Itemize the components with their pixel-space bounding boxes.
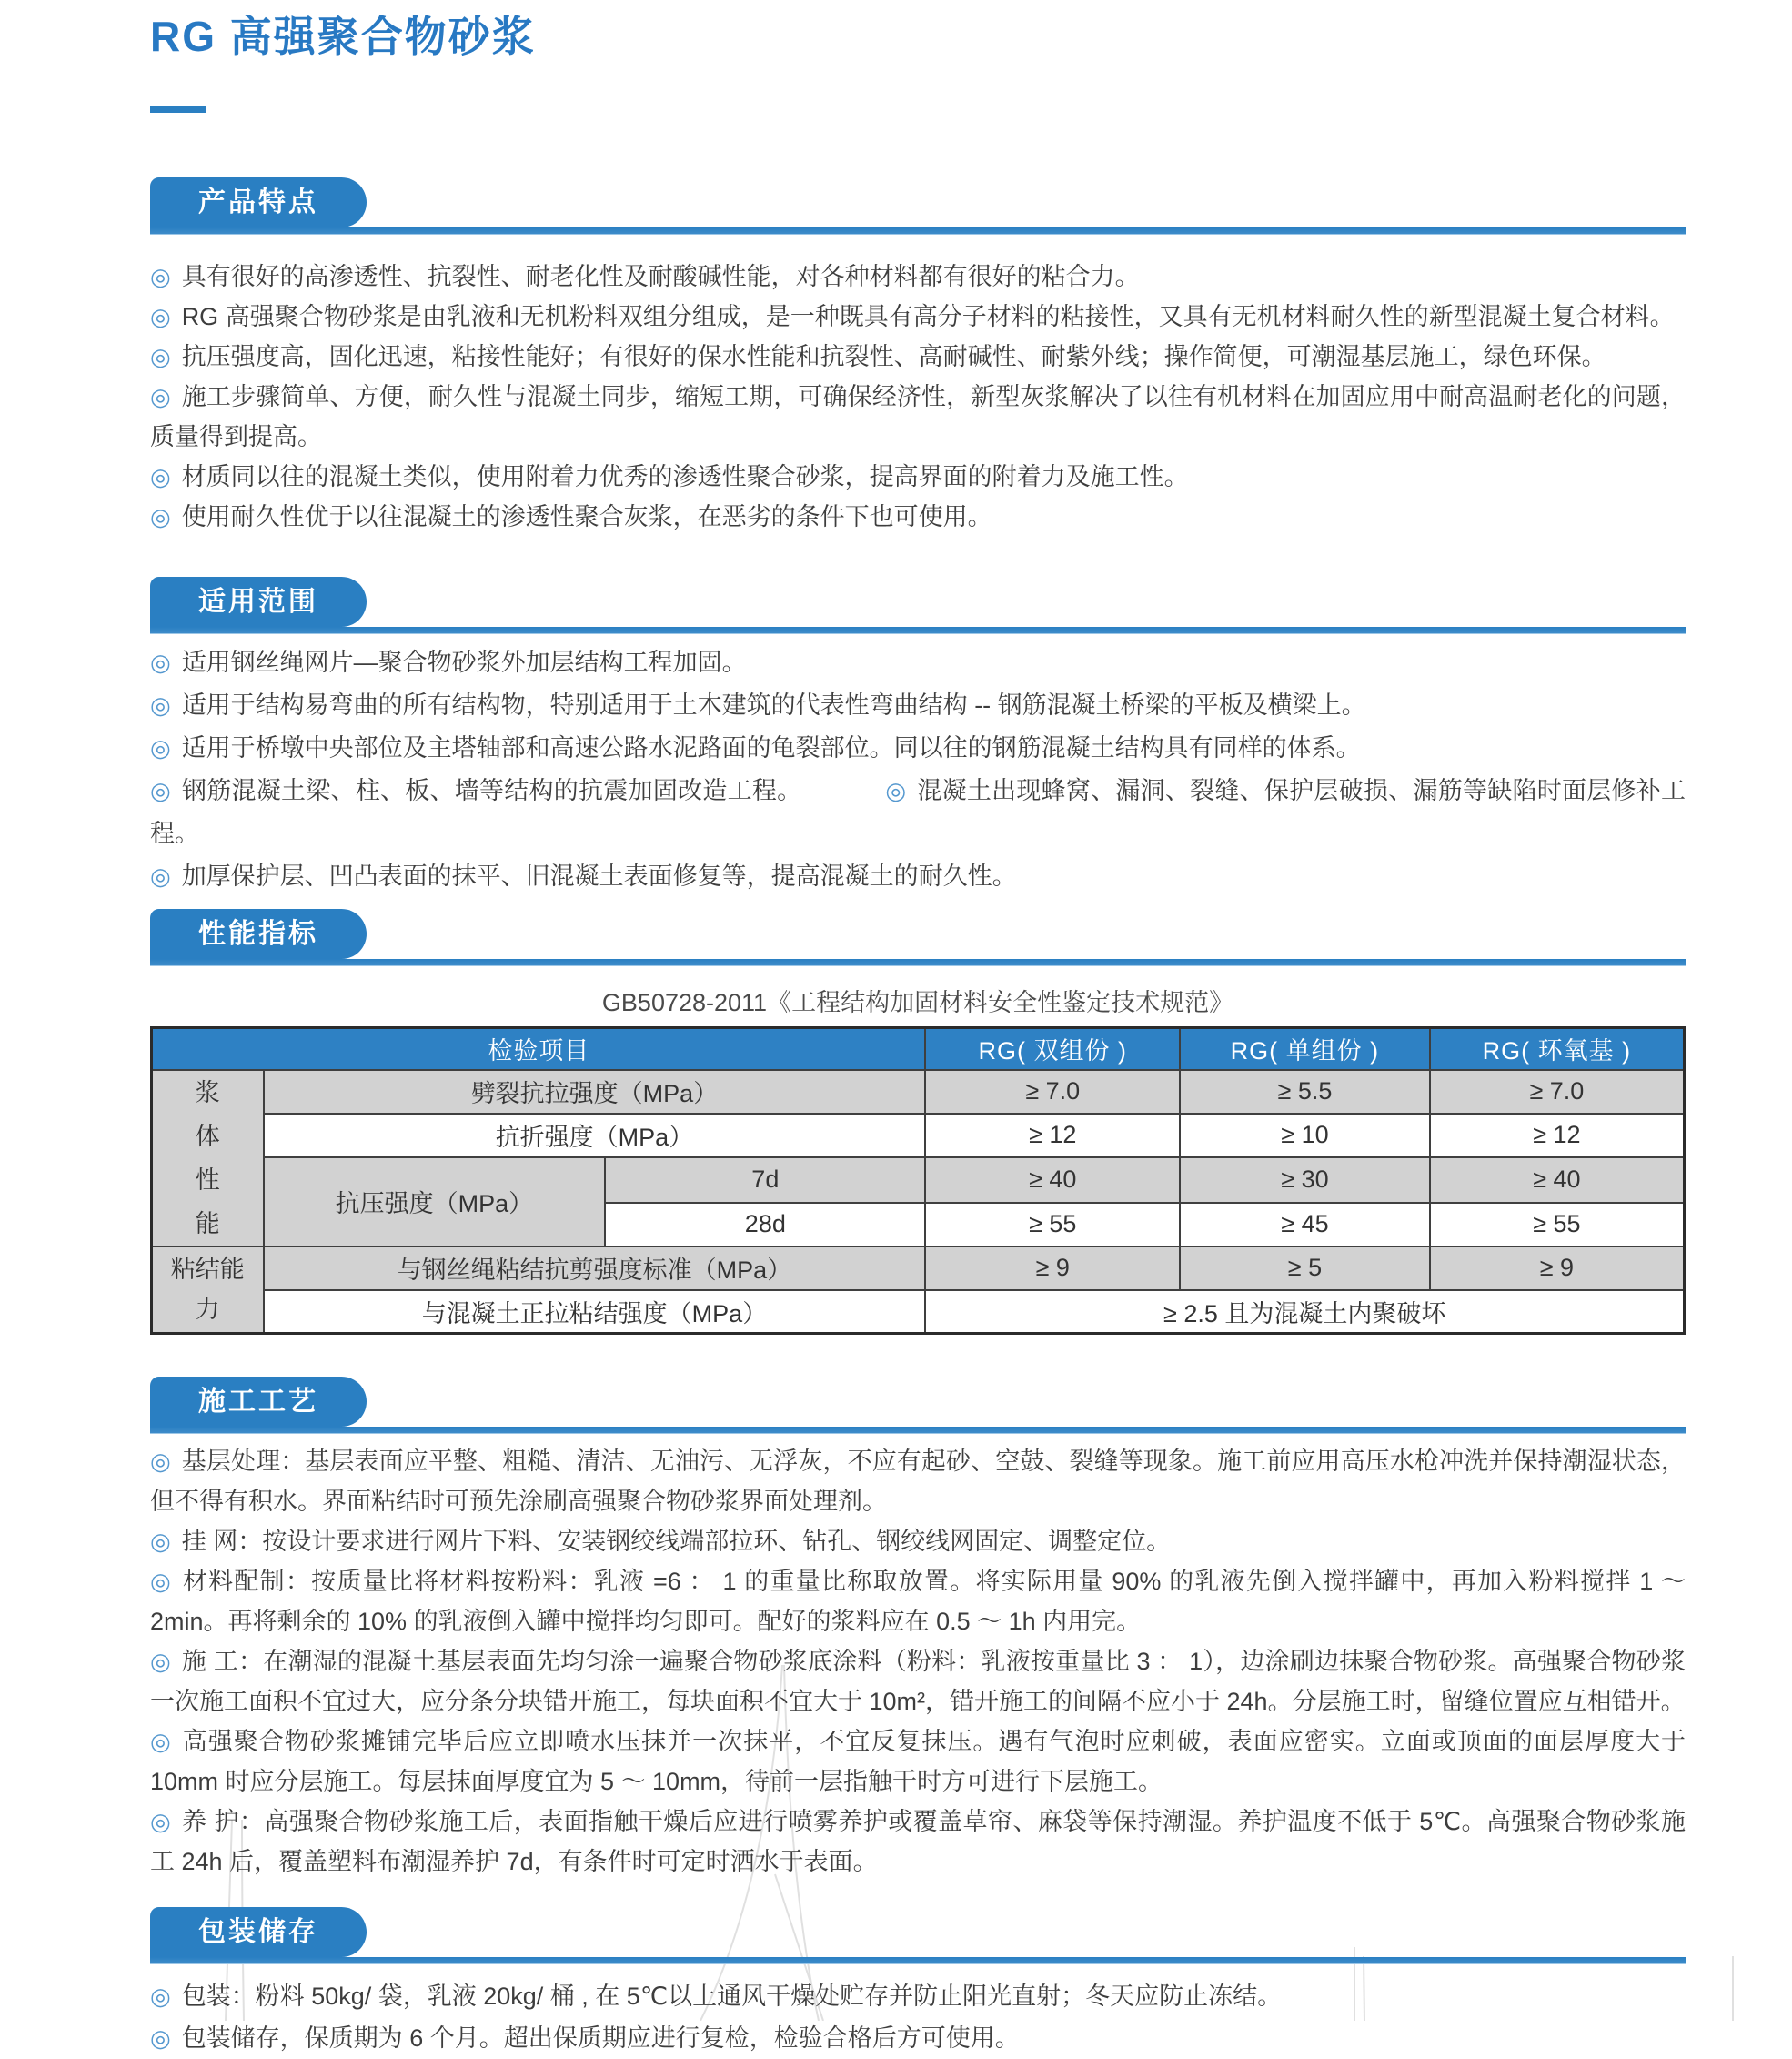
row-label-compressive: 抗压强度（MPa） (264, 1157, 606, 1247)
value-cell: ≥ 7.0 (925, 1070, 1180, 1114)
table-header-row (152, 1028, 1685, 1070)
feature-item (150, 457, 1686, 497)
row-shear-bond (152, 1247, 1685, 1290)
process-item-text: 高强聚合物砂浆摊铺完毕后应立即喷水压抹并一次抹平，不宜反复抹压。遇有气泡时应刺破，表面应密实。立面或顶面的面层厚度大于 10mm 时应分层施工。每层抹面厚度宜为 5 ～ 10mm，待前一层指触干时方可进行下层施工。 (150, 1728, 1686, 1795)
packaging-item-text: 包装：粉料 50kg/ 袋，乳液 20kg/ 桶 , 在 5℃以上通风干燥处贮存并防止阳光直射；冬天应防止冻结。 (181, 1983, 1283, 2010)
process-item (150, 1802, 1686, 1882)
performance-table (150, 1026, 1686, 1335)
process-item-text: 基层处理：基层表面应平整、粗糙、清洁、无油污、无浮灰，不应有起砂、空鼓、裂缝等现象。施工前应用高压水枪冲洗并保持潮湿状态，但不得有积水。界面粘结时可预先涂刷高强聚合物砂浆界面处理剂。 (150, 1448, 1686, 1515)
section-head-performance (150, 909, 1686, 966)
value-cell: ≥ 5.5 (1180, 1070, 1430, 1114)
value-cell: ≥ 55 (1430, 1203, 1685, 1247)
bullet-icon: ◎ (885, 777, 907, 804)
features-list (150, 257, 1686, 537)
value-cell: ≥ 9 (925, 1247, 1180, 1290)
packaging-list (150, 1975, 1686, 2059)
row-label: 劈裂抗拉强度（MPa） (264, 1070, 926, 1114)
sub-label: 7d (605, 1157, 925, 1203)
process-item-text: 材料配制：按质量比将材料按粉料：乳液 =6 ： 1 的重量比称取放置。将实际用量 90% 的乳液先倒入搅拌罐中，再加入粉料搅拌 1 ～ 2min。再将剩余的 10% 的乳液倒入罐中搅拌均匀即可。配好的浆料应在 0.5 ～ 1h 内用完。 (150, 1568, 1686, 1635)
process-item (150, 1521, 1686, 1561)
bullet-icon: ◎ (150, 1568, 172, 1595)
table-caption: GB50728-2011《工程结构加固材料安全性鉴定技术规范》 (601, 989, 1234, 1016)
packaging-item (150, 2017, 1686, 2059)
packaging-item (150, 1975, 1686, 2017)
value-cell-merged: ≥ 2.5 且为混凝土内聚破坏 (925, 1290, 1684, 1334)
scope-item (150, 727, 1686, 770)
scope-item (150, 777, 801, 804)
section-tab-features: 产品特点 (150, 177, 367, 227)
scope-item (150, 684, 1686, 727)
row-label: 与混凝土正拉粘结强度（MPa） (264, 1290, 926, 1334)
section-tab-process: 施工工艺 (150, 1377, 367, 1427)
value-cell: ≥ 9 (1430, 1247, 1685, 1290)
header-cell-item: 检验项目 (152, 1028, 926, 1070)
bullet-icon: ◎ (150, 1528, 171, 1555)
scope-list (150, 641, 1686, 898)
feature-item-text: 施工步骤简单、方便，耐久性与混凝土同步，缩短工期，可确保经济性，新型灰浆解决了以往有机材料在加固应用中耐高温耐老化的问题，质量得到提高。 (150, 383, 1686, 450)
bullet-icon: ◎ (150, 777, 171, 804)
section-head-features (150, 177, 1686, 235)
feature-item (150, 337, 1686, 377)
section-tab-scope: 适用范围 (150, 577, 367, 627)
value-cell: ≥ 45 (1180, 1203, 1430, 1247)
section-head-scope (150, 577, 1686, 634)
scope-item-pair (150, 770, 1686, 855)
value-cell: ≥ 12 (925, 1114, 1180, 1157)
bullet-icon: ◎ (150, 303, 171, 330)
feature-item (150, 257, 1686, 297)
bullet-icon: ◎ (150, 503, 171, 530)
process-item-text: 施 工：在潮湿的混凝土基层表面先均匀涂一遍聚合物砂浆底涂料（粉料：乳液按重量比 3 ： 1），边涂刷边抹聚合物砂浆。高强聚合物砂浆一次施工面积不宜过大，应分条分块错开施工，每块面积不宜大于 10m²，错开施工的间隔不应小于 24h。分层施工时，留缝位置应互相错开。 (150, 1648, 1686, 1715)
process-item (150, 1721, 1686, 1802)
bullet-icon: ◎ (150, 1808, 172, 1835)
section-head-process (150, 1377, 1686, 1434)
row-label: 抗折强度（MPa） (264, 1114, 926, 1157)
feature-item-text: 材质同以往的混凝土类似，使用附着力优秀的渗透性聚合砂浆，提高界面的附着力及施工性。 (181, 463, 1189, 490)
section-rule (150, 627, 1686, 634)
group-cell-slurry: 浆体性能 (152, 1070, 264, 1247)
row-split-tensile (152, 1070, 1685, 1114)
scope-item-text: 适用于桥墩中央部位及主塔轴部和高速公路水泥路面的龟裂部位。同以往的钢筋混凝土结构具有同样的体系。 (181, 734, 1361, 762)
feature-item (150, 377, 1686, 457)
feature-item (150, 497, 1686, 537)
process-item-text: 养 护：高强聚合物砂浆施工后，表面指触干燥后应进行喷雾养护或覆盖草帘、麻袋等保持潮湿。养护温度不低于 5℃。高强聚合物砂浆施工 24h 后，覆盖塑料布潮湿养护 7d，有条件时可定时洒水于表面。 (150, 1808, 1686, 1875)
group-cell-bond: 粘结能力 (152, 1247, 264, 1334)
bullet-icon: ◎ (150, 1728, 172, 1755)
scope-item (150, 641, 1686, 684)
row-flexural (152, 1114, 1685, 1157)
bullet-icon: ◎ (150, 1648, 171, 1675)
feature-item (150, 297, 1686, 337)
value-cell: ≥ 30 (1180, 1157, 1430, 1203)
process-item-text: 挂 网：按设计要求进行网片下料、安装钢绞线端部拉环、钻孔、钢绞线网固定、调整定位。 (181, 1528, 1172, 1555)
scope-item (150, 855, 1686, 898)
value-cell: ≥ 40 (1430, 1157, 1685, 1203)
scope-item-text: 适用钢丝绳网片—聚合物砂浆外加层结构工程加固。 (181, 649, 747, 676)
row-compressive-7d (152, 1157, 1685, 1203)
value-cell: ≥ 10 (1180, 1114, 1430, 1157)
feature-item-text: RG 高强聚合物砂浆是由乳液和无机粉料双组分组成，是一种既具有高分子材料的粘接性，又具有无机材料耐久性的新型混凝土复合材料。 (181, 303, 1675, 330)
value-cell: ≥ 40 (925, 1157, 1180, 1203)
section-rule (150, 1427, 1686, 1434)
section-rule (150, 959, 1686, 966)
process-item (150, 1561, 1686, 1641)
scope-item-text: 钢筋混凝土梁、柱、板、墙等结构的抗震加固改造工程。 (181, 777, 802, 804)
section-rule (150, 227, 1686, 235)
bullet-icon: ◎ (150, 691, 171, 719)
scope-item-text: 适用于结构易弯曲的所有结构物，特别适用于土木建筑的代表性弯曲结构 -- 钢筋混凝土桥梁的平板及横梁上。 (181, 691, 1366, 719)
value-cell: ≥ 55 (925, 1203, 1180, 1247)
process-item (150, 1441, 1686, 1521)
feature-item-text: 抗压强度高，固化迅速，粘接性能好；有很好的保水性能和抗裂性、高耐碱性、耐紫外线；操作简便，可潮湿基层施工，绿色环保。 (181, 343, 1606, 370)
row-label: 与钢丝绳粘结抗剪强度标准（MPa） (264, 1247, 926, 1290)
section-head-packaging (150, 1907, 1686, 1964)
scope-item-text: 加厚保护层、凹凸表面的抹平、旧混凝土表面修复等，提高混凝土的耐久性。 (181, 863, 1017, 890)
bullet-icon: ◎ (150, 463, 171, 490)
bullet-icon: ◎ (150, 734, 171, 762)
bullet-icon: ◎ (150, 1983, 171, 2010)
title-dash (150, 106, 206, 113)
section-tab-performance: 性能指标 (150, 909, 367, 959)
scope-item-text: 混凝土出现蜂窝、漏洞、裂缝、保护层破损、漏筋等缺陷时面层修补工程。 (150, 777, 1686, 847)
bullet-icon: ◎ (150, 383, 171, 410)
page-title: RG 高强聚合物砂浆 (150, 13, 536, 60)
section-rule (150, 1957, 1686, 1964)
section-tab-packaging: 包装储存 (150, 1907, 367, 1957)
bullet-icon: ◎ (150, 2024, 171, 2052)
feature-item-text: 使用耐久性优于以往混凝土的渗透性聚合灰浆，在恶劣的条件下也可使用。 (181, 503, 992, 530)
header-cell-rg1: RG( 单组份 ) (1180, 1028, 1430, 1070)
header-cell-rg2: RG( 双组份 ) (925, 1028, 1180, 1070)
bullet-icon: ◎ (150, 263, 171, 290)
feature-item-text: 具有很好的高渗透性、抗裂性、耐老化性及耐酸碱性能，对各种材料都有很好的粘合力。 (181, 263, 1140, 290)
bullet-icon: ◎ (150, 649, 171, 676)
value-cell: ≥ 7.0 (1430, 1070, 1685, 1114)
bullet-icon: ◎ (150, 863, 171, 890)
sub-label: 28d (605, 1203, 925, 1247)
process-item (150, 1641, 1686, 1721)
value-cell: ≥ 5 (1180, 1247, 1430, 1290)
process-list (150, 1441, 1686, 1882)
row-tensile-bond (152, 1290, 1685, 1334)
bullet-icon: ◎ (150, 343, 171, 370)
packaging-item-text: 包装储存，保质期为 6 个月。超出保质期应进行复检，检验合格后方可使用。 (181, 2024, 1020, 2052)
bullet-icon: ◎ (150, 1448, 171, 1475)
value-cell: ≥ 12 (1430, 1114, 1685, 1157)
header-cell-rge: RG( 环氧基 ) (1430, 1028, 1685, 1070)
